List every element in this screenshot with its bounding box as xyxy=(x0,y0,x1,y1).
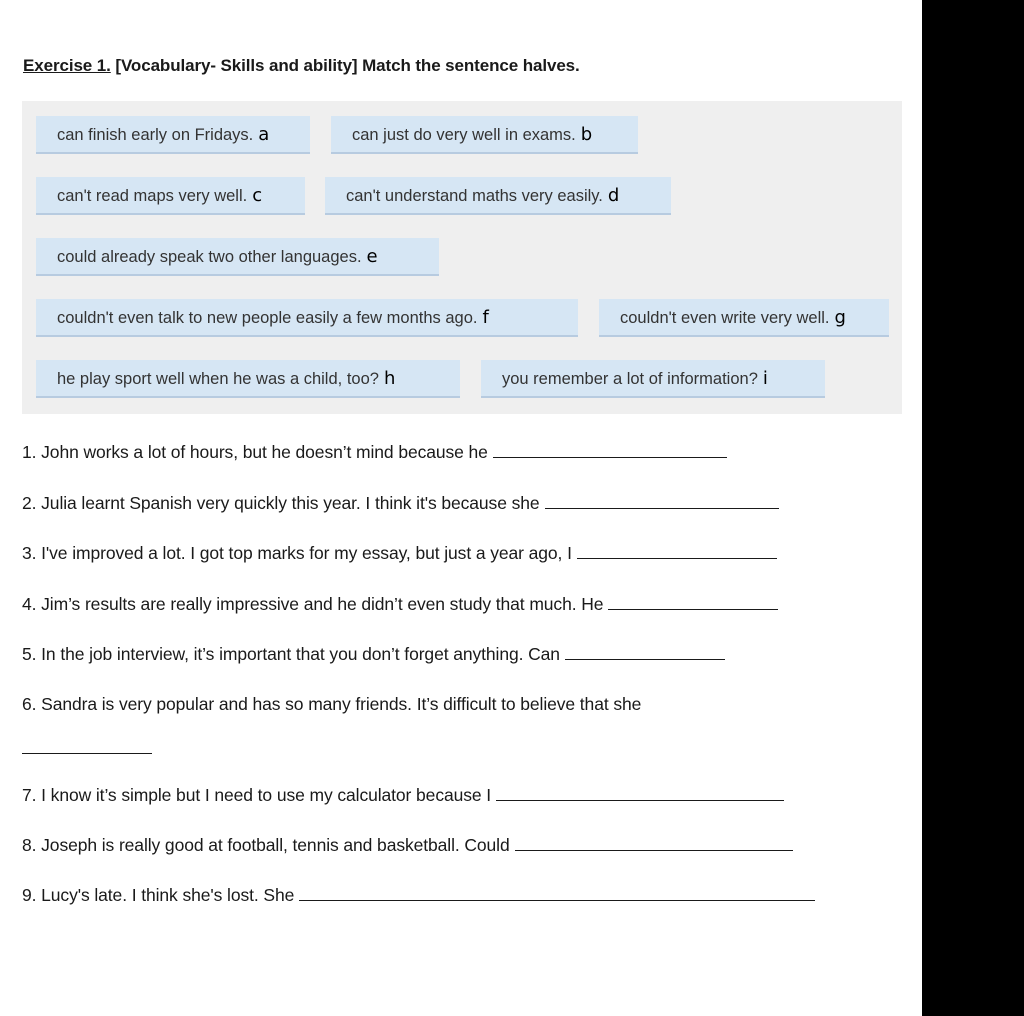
answer-blank-question-6[interactable] xyxy=(22,753,152,754)
word-chip-text: could already speak two other languages. xyxy=(57,248,362,266)
question-text: 6. Sandra is very popular and has so many friends. It’s difficult to believe that she xyxy=(22,694,642,714)
word-chip-letter: f xyxy=(482,307,489,328)
word-chip-letter: c xyxy=(252,185,263,206)
word-chip-letter: d xyxy=(607,185,620,206)
word-chip-letter: h xyxy=(383,368,396,389)
word-chip-c[interactable] xyxy=(36,177,305,215)
question-6 xyxy=(22,694,641,715)
black-margin-bar xyxy=(922,0,1024,1016)
word-chip-g[interactable] xyxy=(599,299,889,337)
exercise-title xyxy=(23,56,580,76)
question-text: 1. John works a lot of hours, but he doesn’t mind because he xyxy=(22,442,488,462)
word-chip-i[interactable] xyxy=(481,360,825,398)
question-text: 4. Jim’s results are really impressive and he didn’t even study that much. He xyxy=(22,594,604,614)
answer-blank[interactable] xyxy=(577,557,777,559)
word-chip-text: couldn't even write very well. xyxy=(620,309,830,327)
word-chip-text: he play sport well when he was a child, too? xyxy=(57,370,379,388)
word-chip-a[interactable] xyxy=(36,116,310,154)
question-4 xyxy=(22,594,778,615)
question-text: 7. I know it’s simple but I need to use my calculator because I xyxy=(22,785,492,805)
answer-blank[interactable] xyxy=(565,658,725,660)
word-chip-letter: g xyxy=(834,307,846,328)
answer-blank[interactable] xyxy=(299,899,815,901)
word-chip-letter: e xyxy=(366,246,378,267)
question-9 xyxy=(22,885,815,906)
word-chip-text: can just do very well in exams. xyxy=(352,126,576,144)
word-chip-b[interactable] xyxy=(331,116,638,154)
word-chip-text: can finish early on Fridays. xyxy=(57,126,254,144)
word-chip-h[interactable] xyxy=(36,360,460,398)
word-chip-letter: b xyxy=(580,124,593,145)
question-2 xyxy=(22,493,779,514)
word-chip-letter: i xyxy=(762,368,768,389)
word-chip-text: couldn't even talk to new people easily a few months ago. xyxy=(57,309,478,327)
question-8 xyxy=(22,835,793,856)
word-bank xyxy=(22,101,902,414)
word-chip-e[interactable] xyxy=(36,238,439,276)
question-7 xyxy=(22,785,784,806)
question-text: 2. Julia learnt Spanish very quickly this year. I think it's because she xyxy=(22,493,540,513)
word-chip-letter: a xyxy=(258,124,270,145)
answer-blank[interactable] xyxy=(496,799,784,801)
answer-blank[interactable] xyxy=(545,507,779,509)
word-chip-d[interactable] xyxy=(325,177,671,215)
word-chip-text: you remember a lot of information? xyxy=(502,370,758,388)
exercise-instruction: [Vocabulary- Skills and ability] Match the sentence halves. xyxy=(110,56,580,75)
answer-blank[interactable] xyxy=(515,849,793,851)
question-text: 3. I've improved a lot. I got top marks for my essay, but just a year ago, I xyxy=(22,543,572,563)
question-5 xyxy=(22,644,725,665)
exercise-number: Exercise 1. xyxy=(23,56,111,75)
question-1 xyxy=(22,442,727,463)
word-chip-f[interactable] xyxy=(36,299,578,337)
question-text: 8. Joseph is really good at football, tennis and basketball. Could xyxy=(22,835,510,855)
word-chip-text: can't understand maths very easily. xyxy=(346,187,603,205)
answer-blank[interactable] xyxy=(608,608,778,610)
question-text: 5. In the job interview, it’s important that you don’t forget anything. Can xyxy=(22,644,560,664)
question-text: 9. Lucy's late. I think she's lost. She xyxy=(22,885,295,905)
word-chip-text: can't read maps very well. xyxy=(57,187,248,205)
answer-blank[interactable] xyxy=(493,456,727,458)
question-3 xyxy=(22,543,777,564)
